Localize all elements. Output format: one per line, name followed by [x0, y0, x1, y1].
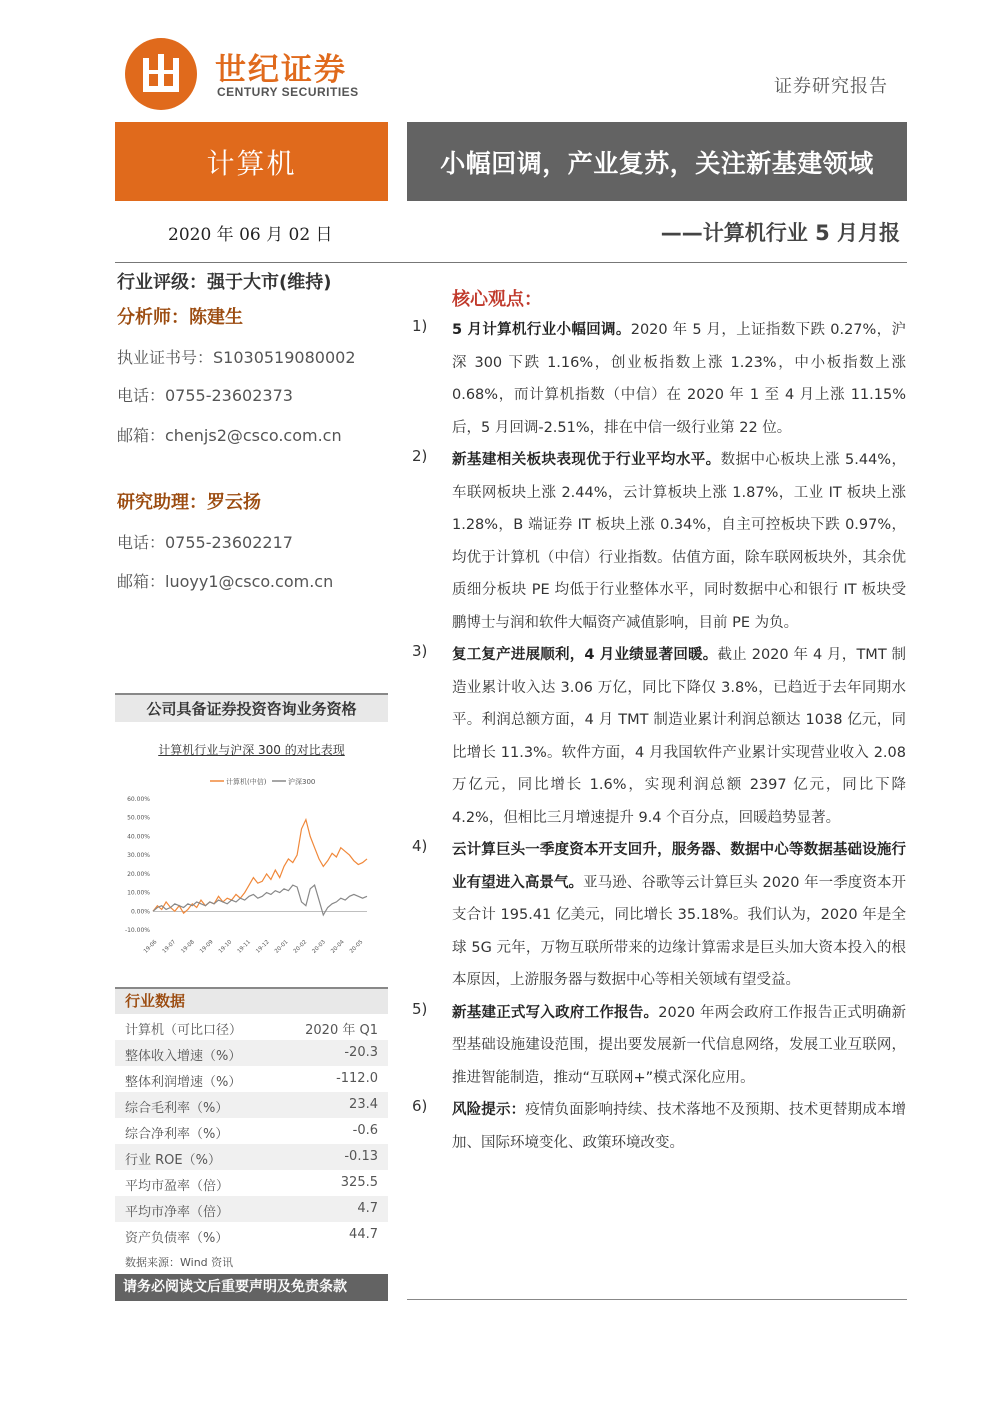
point-number: 2)	[412, 447, 428, 465]
table-cell-value: 325.5	[340, 1175, 378, 1190]
assistant-email[interactable]: 邮箱：luoyy1@csco.com.cn	[117, 572, 334, 591]
table-cell-value: 2020 年 Q1	[305, 1023, 378, 1038]
table-cell-value: 4.7	[357, 1201, 378, 1216]
point-text: 疫情负面影响持续、技术落地不及预期、技术更替期成本增加、国际环境变化、政策环境改变。	[452, 1102, 906, 1151]
disclaimer-notice: 请务必阅读文后重要声明及免责条款	[115, 1274, 388, 1301]
table-cell-value: 23.4	[349, 1097, 378, 1112]
y-tick-label: 10.00%	[127, 889, 150, 897]
point-headline: 云计算巨头一季度资本开支回升，服务器、数据中心等数据基础设施行业有望进入高景气。	[452, 842, 906, 891]
core-point	[410, 314, 906, 444]
x-tick-label: 19-09	[199, 939, 215, 955]
legend-label: 沪深300	[288, 778, 316, 786]
performance-chart	[115, 735, 388, 980]
x-tick-label: 19-07	[161, 939, 178, 955]
point-text: 2020 年 5 月，上证指数下跌 0.27%，沪深 300 下跌 1.16%，创业板指数上涨 1.23%，中小板指数上涨 0.68%，而计算机指数（中信）在 2020 年 1 至 4 月上涨 11.15%后，5 月回调-2.51%，排在中信一级行业第 22 位。	[452, 322, 906, 436]
y-tick-label: 20.00%	[127, 870, 150, 878]
point-body	[452, 639, 906, 834]
point-headline: 新基建相关板块表现优于行业平均水平。	[452, 452, 721, 468]
point-text: 2020 年两会政府工作报告正式明确新型基础设施建设范围，提出要发展新一代信息网络，发展工业互联网，推进智能制造，推动“互联网+”模式深化应用。	[452, 1004, 907, 1086]
x-tick-label: 20-04	[330, 939, 346, 955]
series-line	[153, 885, 367, 915]
brand-name-cn: 世纪证券	[215, 52, 347, 88]
table-cell-label: 综合毛利率（%）	[125, 1101, 229, 1116]
point-body	[452, 1094, 906, 1159]
y-tick-label: 30.00%	[127, 852, 150, 860]
y-tick-label: 40.00%	[127, 833, 150, 841]
y-tick-label: 0.00%	[130, 908, 150, 916]
point-headline: 风险提示：	[452, 1102, 526, 1118]
table-cell-label: 平均市盈率（倍）	[125, 1179, 230, 1194]
point-headline: 5 月计算机行业小幅回调。	[452, 322, 631, 338]
point-number: 1)	[412, 317, 428, 335]
table-cell-label: 行业 ROE（%）	[125, 1153, 221, 1168]
point-text: 数据中心板块上涨 5.44%，车联网板块上涨 2.44%，云计算板块上涨 1.87%，工业 IT 板块上涨 1.28%，B 端证券 IT 板块上涨 0.34%，自主可控板块下跌 0.97%，均优于计算机（中信）行业指数。估值方面，除车联网板块外，其余优质细分板块 PE 均低于行业整体水平，同时数据中心和银行 IT 板块受鹏博士与润和软件大幅资产减值影响，目前 PE 为负。	[452, 452, 907, 631]
footer-divider	[407, 1299, 907, 1300]
table-cell-value: -112.0	[336, 1071, 378, 1086]
x-tick-label: 19-12	[255, 939, 271, 955]
brand-name-en: CENTURY SECURITIES	[217, 85, 359, 99]
table-row	[115, 1222, 388, 1248]
x-tick-label: 20-02	[292, 939, 309, 955]
table-row	[115, 1066, 388, 1092]
table-cell-label: 整体收入增速（%）	[125, 1049, 242, 1064]
core-point	[410, 444, 906, 639]
core-point	[410, 1094, 906, 1159]
chart-title: 计算机行业与沪深 300 的对比表现	[158, 743, 345, 757]
table-cell-value: -20.3	[344, 1045, 378, 1060]
x-tick-label: 20-03	[311, 939, 327, 955]
legend-label: 计算机(中信)	[226, 778, 267, 786]
core-point	[410, 834, 906, 997]
report-subtitle: ——计算机行业 5 月月报	[660, 221, 900, 245]
point-number: 3)	[412, 642, 428, 660]
table-row	[115, 1014, 388, 1040]
point-number: 4)	[412, 837, 428, 855]
company-logo	[125, 38, 375, 110]
chart-canvas	[115, 763, 388, 978]
point-body	[452, 834, 906, 997]
point-body	[452, 444, 906, 639]
point-headline: 复工复产进展顺利，4 月业绩显著回暖。	[452, 647, 718, 663]
analyst-phone: 电话：0755-23602373	[117, 386, 293, 405]
point-text: 亚马逊、谷歌等云计算巨头 2020 年一季度资本开支合计 195.41 亿美元，同比增长 35.18%。我们认为，2020 年是全球 5G 元年，万物互联所带来的边缘计算需求是巨头加大资本投入的根本原因，上游服务器与数据中心等相关领域有望受益。	[452, 874, 907, 988]
table-cell-label: 综合净利率（%）	[125, 1127, 229, 1142]
table-row	[115, 1170, 388, 1196]
industry-data-table	[115, 1014, 388, 1248]
y-tick-label: -10.00%	[124, 927, 150, 934]
point-number: 5)	[412, 999, 428, 1018]
table-cell-label: 整体利润增速（%）	[125, 1075, 242, 1090]
header-divider	[115, 262, 907, 263]
logo-mark-icon	[139, 52, 183, 96]
core-views-list	[410, 314, 906, 1159]
qualification-banner: 公司具备证券投资咨询业务资格	[115, 693, 388, 722]
analyst-email[interactable]: 邮箱：chenjs2@csco.com.cn	[117, 426, 342, 445]
core-point	[410, 639, 906, 834]
table-row	[115, 1092, 388, 1118]
point-number: 6)	[412, 1097, 428, 1115]
assistant-phone: 电话：0755-23602217	[117, 533, 293, 552]
analyst-name: 分析师：陈建生	[117, 307, 243, 328]
industry-data-title: 行业数据	[115, 987, 388, 1014]
x-tick-label: 19-06	[142, 939, 159, 955]
report-title: 小幅回调，产业复苏，关注新基建领域	[407, 122, 907, 201]
point-body	[452, 997, 906, 1095]
y-tick-label: 50.00%	[127, 814, 150, 822]
point-body	[452, 314, 906, 444]
table-cell-label: 平均市净率（倍）	[125, 1205, 230, 1220]
report-type: 证券研究报告	[774, 76, 888, 97]
x-tick-label: 19-11	[236, 939, 253, 955]
sector-label: 计算机	[115, 122, 388, 201]
point-text: 截止 2020 年 4 月，TMT 制造业累计收入达 3.06 万亿，同比下降仅 3.8%，已趋近于去年同期水平。利润总额方面，4 月 TMT 制造业累计利润总额达 1038 亿元，同比增长 11.3%。软件方面，4 月我国软件产业累计实现营业收入 2.08 万亿元，同比增长 1.6%，实现利润总额 2397 亿元，同比下降 4.2%，但相比三月增速提升 9.4 个百分点，回暖趋势显著。	[452, 647, 906, 826]
x-tick-label: 19-08	[180, 939, 196, 955]
license-number: 执业证书号：S1030519080002	[117, 348, 356, 367]
x-tick-label: 19-10	[217, 939, 234, 955]
logo-emblem	[125, 38, 197, 110]
table-row	[115, 1144, 388, 1170]
assistant-name: 研究助理：罗云扬	[117, 492, 261, 513]
x-tick-label: 20-01	[273, 939, 290, 955]
table-cell-label: 计算机（可比口径）	[125, 1023, 243, 1038]
y-tick-label: 60.00%	[127, 796, 150, 803]
table-cell-value: 44.7	[349, 1227, 378, 1242]
table-row	[115, 1118, 388, 1144]
x-tick-label: 20-05	[348, 939, 365, 955]
point-headline: 新基建正式写入政府工作报告。	[452, 1004, 659, 1021]
series-line	[153, 820, 367, 914]
data-source: 数据来源：Wind 资讯	[125, 1256, 234, 1269]
core-point	[410, 997, 906, 1095]
table-row	[115, 1040, 388, 1066]
table-cell-value: -0.6	[352, 1123, 378, 1138]
report-date: 2020 年 06 月 02 日	[168, 225, 333, 245]
table-cell-value: -0.13	[344, 1149, 378, 1164]
industry-rating: 行业评级：强于大市(维持)	[117, 272, 332, 293]
table-cell-label: 资产负债率（%）	[125, 1231, 229, 1246]
table-row	[115, 1196, 388, 1222]
core-views-title: 核心观点：	[452, 289, 542, 310]
